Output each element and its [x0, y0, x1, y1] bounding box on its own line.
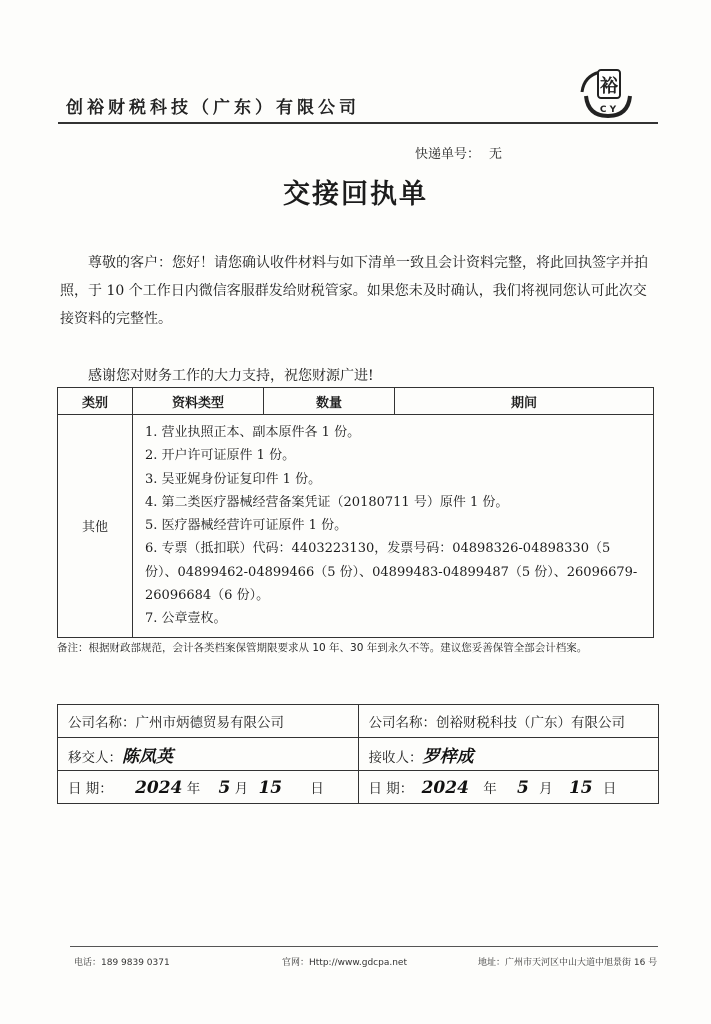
left-date-day: 15: [258, 777, 283, 798]
items-cell: [133, 415, 654, 638]
giver-cell: [58, 738, 359, 771]
footer-website: 官网：Http://www.gdcpa.net: [282, 958, 407, 968]
list-item: 3. 吴亚娓身份证复印件 1 份。: [145, 471, 322, 487]
receiver-cell: [358, 738, 659, 771]
footer-address: 地址：广州市天河区中山大道中旭景街 16 号: [478, 958, 658, 968]
right-company-cell: [358, 705, 659, 738]
list-item: 2. 开户许可证原件 1 份。: [145, 448, 296, 464]
express-number-label: 快递单号：: [415, 147, 481, 162]
header-period: 期间: [395, 388, 654, 415]
list-item: 6. 专票（抵扣联）代码：4403223130，发票号码：04898326-04898330（5 份）、04899462-04899466（5 份）、04899483-04899487（5 份）、26096679-26096684（6 份）。: [145, 541, 638, 604]
table-header-row: [58, 388, 654, 415]
header-material-type: 资料类型: [133, 388, 264, 415]
date-row: [58, 771, 659, 804]
left-year-unit: 年: [186, 780, 201, 797]
header-category: 类别: [58, 388, 133, 415]
document-title: 交接回执单: [283, 179, 428, 210]
right-company-name: 创裕财税科技（广东）有限公司: [436, 715, 625, 731]
right-date-day: 15: [568, 777, 593, 798]
list-item: 4. 第二类医疗器械经营备案凭证（20180711 号）原件 1 份。: [145, 494, 509, 510]
header-quantity: 数量: [264, 388, 395, 415]
footer-rule: [70, 946, 658, 947]
left-company-name: 广州市炳德贸易有限公司: [135, 715, 284, 731]
left-date-label: 日 期：: [68, 780, 113, 797]
company-logo: [578, 66, 638, 120]
left-month-unit: 月: [234, 780, 249, 797]
giver-signature: 陈凤英: [122, 746, 173, 767]
right-month-unit: 月: [539, 780, 553, 797]
company-header: 创裕财税科技（广东）有限公司: [66, 98, 360, 118]
left-day-unit: 日: [310, 780, 324, 797]
left-date-month: 5: [218, 777, 231, 798]
receiver-signature: 罗梓成: [422, 746, 474, 767]
right-date-cell: [358, 771, 659, 804]
right-date-label: 日 期：: [368, 780, 414, 797]
right-date-month: 5: [517, 777, 529, 798]
receiver-label: 接收人：: [368, 749, 423, 766]
left-date-cell: [58, 771, 359, 804]
list-item: 5. 医疗器械经营许可证原件 1 份。: [145, 518, 348, 534]
right-date-year: 2024: [421, 777, 469, 798]
table-row: [58, 415, 654, 638]
right-company-label: 公司名称：: [368, 715, 436, 731]
category-cell: 其他: [58, 415, 133, 638]
thanks-line: 感谢您对财务工作的大力支持，祝您财源广进!: [88, 368, 374, 384]
left-company-cell: [58, 705, 359, 738]
list-item: 1. 营业执照正本、副本原件各 1 份。: [145, 425, 361, 440]
left-date-year: 2024: [135, 777, 183, 798]
company-row: [58, 705, 659, 738]
header-rule: [58, 122, 658, 124]
list-item: 7. 公章壹枚。: [145, 611, 227, 627]
intro-paragraph: 尊敬的客户：您好！请您确认收件材料与如下清单一致且会计资料完整，将此回执签字并拍照，于 10 个工作日内微信客服群发给财税管家。如果您未及时确认，我们将视同您认可此次交接资料的完整性。: [60, 255, 648, 327]
giver-label: 移交人：: [68, 749, 122, 766]
footer-phone: 电话：189 9839 0371: [74, 958, 170, 968]
signature-table: [57, 704, 659, 804]
logo-letters: C Y: [599, 105, 617, 115]
handover-items-table: [57, 387, 654, 638]
logo-glyph: 裕: [600, 76, 618, 97]
right-year-unit: 年: [483, 780, 497, 797]
express-number-value: 无: [489, 147, 503, 162]
signer-row: [58, 738, 659, 771]
right-day-unit: 日: [602, 780, 617, 797]
remark-note: 备注：根据财政部规范，会计各类档案保管期限要求从 10 年、30 年到永久不等。建议您妥善保管全部会计档案。: [57, 642, 588, 654]
left-company-label: 公司名称：: [68, 715, 136, 731]
